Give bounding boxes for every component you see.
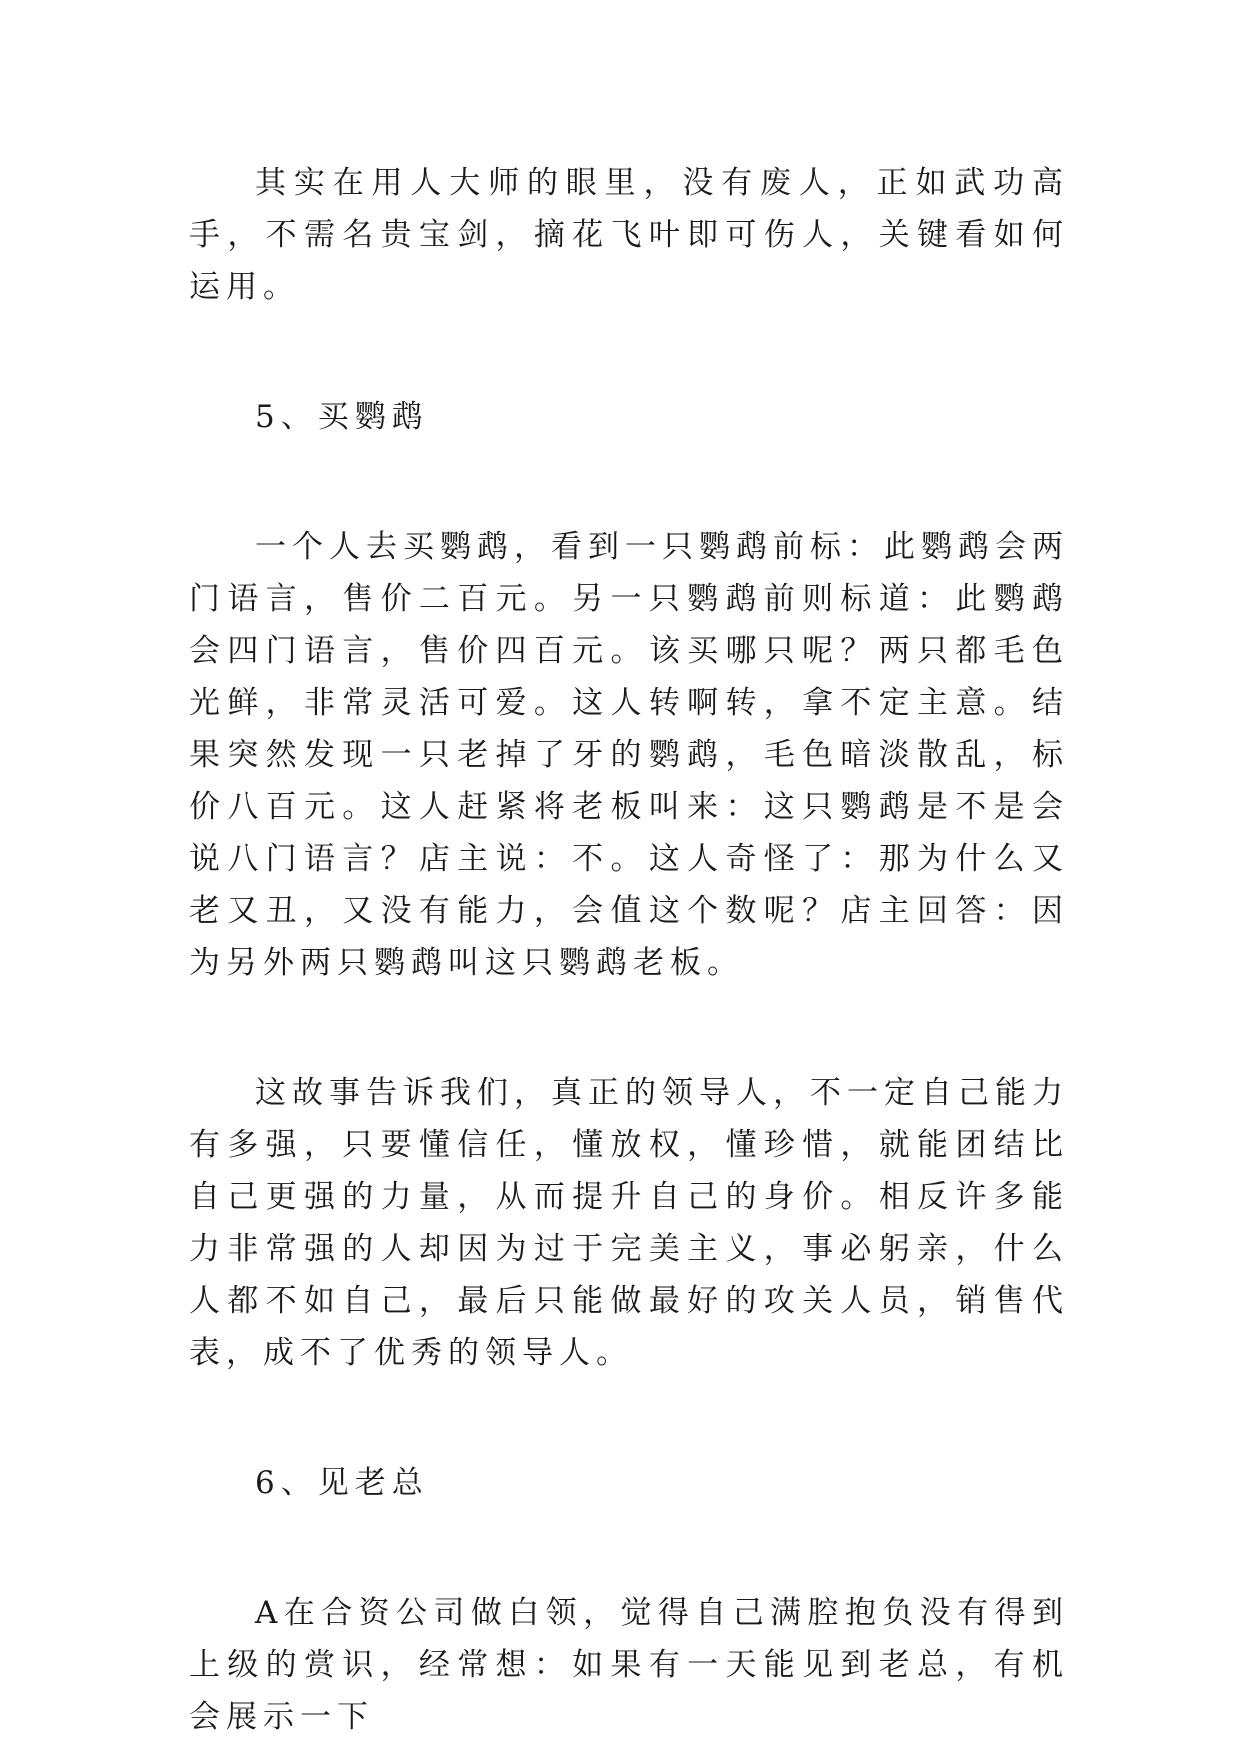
document-body [189, 157, 1069, 1743]
section-heading-buy-parrot: 5、买鹦鹉 [255, 399, 429, 435]
paragraph-meet-boss-story: A在合资公司做白领，觉得自己满腔抱负没有得到上级的赏识，经常想：如果有一天能见到老总，有机会展示一下 [189, 1595, 1069, 1735]
section-heading-meet-boss: 6、见老总 [255, 1465, 429, 1501]
paragraph-leadership-lesson: 这故事告诉我们，真正的领导人，不一定自己能力有多强，只要懂信任，懂放权，懂珍惜，就能团结比自己更强的力量，从而提升自己的身价。相反许多能力非常强的人却因为过于完美主义，事必躬亲，什么人都不如自己，最后只能做最好的攻关人员，销售代表，成不了优秀的领导人。 [189, 1075, 1069, 1371]
paragraph-parrot-story: 一个人去买鹦鹉，看到一只鹦鹉前标：此鹦鹉会两门语言，售价二百元。另一只鹦鹉前则标道：此鹦鹉会四门语言，售价四百元。该买哪只呢？两只都毛色光鲜，非常灵活可爱。这人转啊转，拿不定主意。结果突然发现一只老掉了牙的鹦鹉，毛色暗淡散乱，标价八百元。这人赶紧将老板叫来：这只鹦鹉是不是会说八门语言？店主说：不。这人奇怪了：那为什么又老又丑，又没有能力，会值这个数呢？店主回答：因为另外两只鹦鹉叫这只鹦鹉老板。 [189, 529, 1069, 981]
paragraph-talent-use: 其实在用人大师的眼里，没有废人，正如武功高手，不需名贵宝剑，摘花飞叶即可伤人，关键看如何运用。 [189, 165, 1069, 305]
